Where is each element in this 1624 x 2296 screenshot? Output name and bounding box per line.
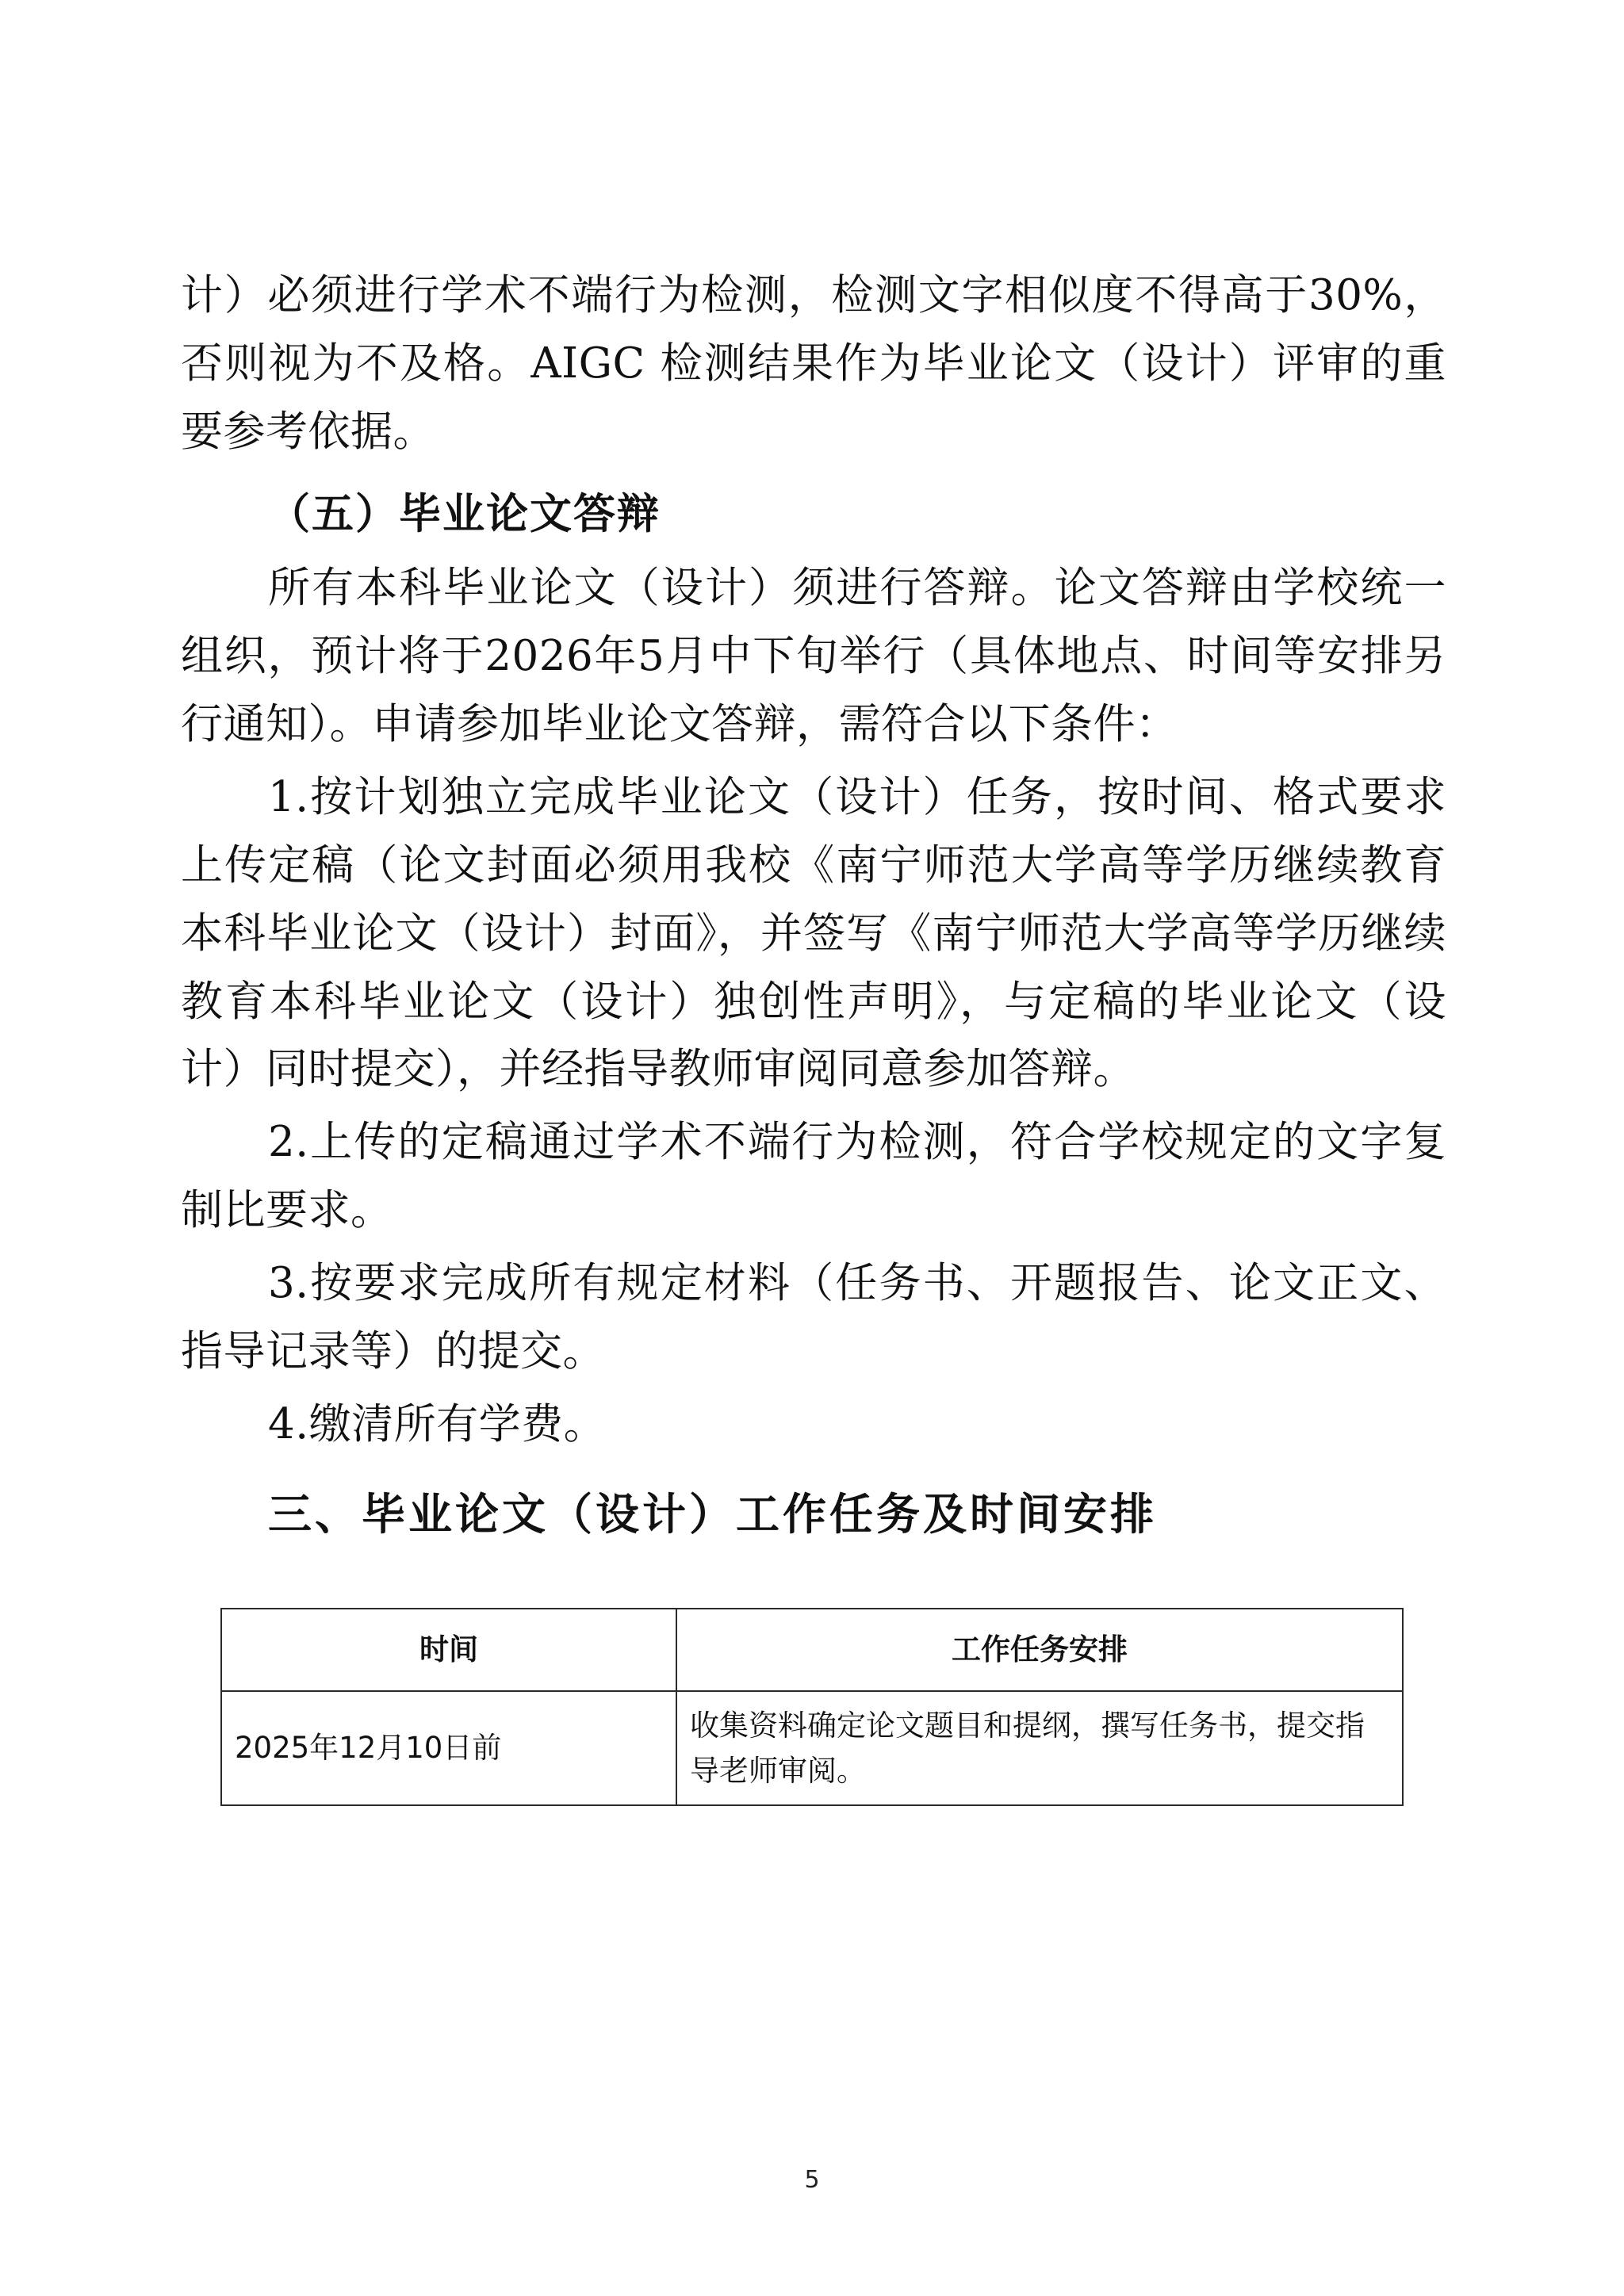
table-header-time: 时间 bbox=[221, 1609, 676, 1691]
schedule-table bbox=[220, 1608, 1404, 1807]
page-content bbox=[181, 262, 1446, 1806]
paragraph-condition-1: 1.按计划独立完成毕业论文（设计）任务，按时间、格式要求上传定稿（论文封面必须用我校《南宁师范大学高等学历继续教育本科毕业论文（设计）封面》，并签写《南宁师范大学高等学历继续教育本科毕业论文（设计）独创性声明》，与定稿的毕业论文（设计）同时提交），并经指导教师审阅同意参加答辩。 bbox=[181, 773, 1446, 1094]
section-heading-five: （五）毕业论文答辩 bbox=[268, 488, 661, 538]
paragraph-condition-3: 3.按要求完成所有规定材料（任务书、开题报告、论文正文、指导记录等）的提交。 bbox=[181, 1259, 1446, 1376]
paragraph-defense-overview: 所有本科毕业论文（设计）须进行答辩。论文答辩由学校统一组织，预计将于2026年5月中下旬举行（具体地点、时间等安排另行通知）。申请参加毕业论文答辩，需符合以下条件： bbox=[181, 564, 1446, 749]
paragraph-condition-4: 4.缴清所有学费。 bbox=[268, 1399, 607, 1448]
table-header-task: 工作任务安排 bbox=[676, 1609, 1403, 1691]
table-cell-task: 收集资料确定论文题目和提纲，撰写任务书，提交指导老师审阅。 bbox=[676, 1691, 1403, 1806]
table-row bbox=[221, 1691, 1403, 1806]
paragraph-continued: 计）必须进行学术不端行为检测，检测文字相似度不得高于30%，否则视为不及格。AIGC 检测结果作为毕业论文（设计）评审的重要参考依据。 bbox=[181, 271, 1446, 456]
section-heading-three: 三、毕业论文（设计）工作任务及时间安排 bbox=[268, 1487, 1158, 1540]
table-cell-time: 2025年12月10日前 bbox=[221, 1691, 676, 1806]
paragraph-condition-2: 2.上传的定稿通过学术不端行为检测，符合学校规定的文字复制比要求。 bbox=[181, 1118, 1446, 1235]
page-number: 5 bbox=[804, 2166, 820, 2194]
table-header-row bbox=[221, 1609, 1403, 1691]
